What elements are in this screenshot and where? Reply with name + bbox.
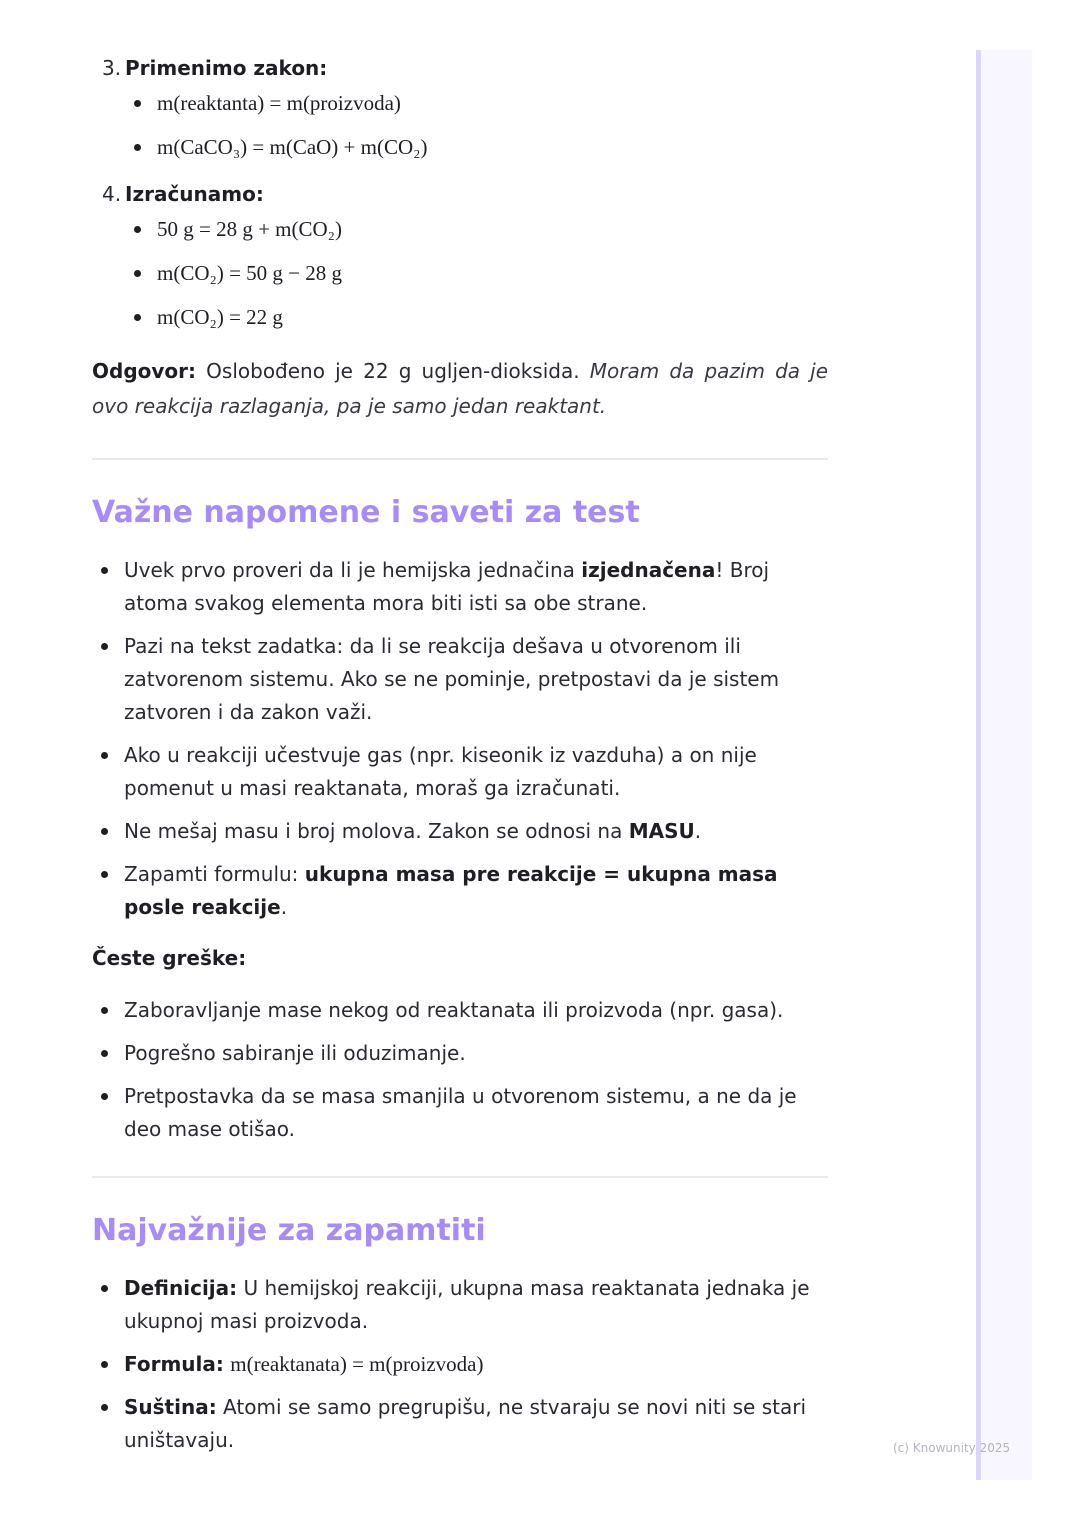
step-equations [125, 88, 828, 176]
step-number: 3. [102, 56, 122, 80]
tip-text: Uvek prvo proveri da li je hemijska jednačina [124, 558, 582, 582]
list-item [92, 858, 828, 924]
section-divider [92, 1176, 828, 1178]
summary-list [92, 1272, 828, 1457]
equation-line [125, 258, 828, 302]
tip-text: . [280, 895, 288, 919]
summary-label: Suština: [124, 1395, 217, 1419]
equation-line [125, 132, 828, 176]
list-item [92, 815, 828, 848]
list-item [92, 554, 828, 620]
right-sidebar-panel [976, 50, 1032, 1480]
answer-label: Odgovor: [92, 359, 197, 383]
summary-label: Formula: [124, 1352, 224, 1376]
step-title: Izračunamo: [125, 182, 264, 206]
tip-bold: ukupna masa pre reakcije = ukupna masa posle reakcije [124, 862, 778, 919]
equation: m(CaCO₃) = m(CaO) + m(CO₂) [157, 135, 428, 159]
equation: m(CO₂) = 22 g [157, 305, 283, 329]
step-title: Primenimo zakon: [125, 56, 328, 80]
step-3 [92, 52, 828, 176]
summary-heading: Najvažnije za zapamtiti [92, 1213, 486, 1248]
tip-text: Ne mešaj masu i broj molova. Zakon se odnosi na [124, 819, 629, 843]
section-divider [92, 458, 828, 460]
answer-note: Moram da pazim da je ovo reakcija razlaganja, pa je samo jedan reaktant. [92, 359, 829, 418]
equation-line [125, 302, 828, 346]
mistakes-heading: Česte greške: [92, 946, 247, 970]
step-number: 4. [102, 182, 122, 206]
equation: 50 g = 28 g + m(CO₂) [157, 217, 343, 241]
copyright-footer: (c) Knowunity 2025 [893, 1441, 1011, 1455]
tips-heading: Važne napomene i saveti za test [92, 495, 640, 530]
list-item [92, 1348, 828, 1381]
tip-bold: izjednačena [581, 558, 716, 582]
mistakes-list [92, 994, 828, 1146]
list-item [92, 1391, 828, 1457]
equation-line [125, 88, 828, 132]
equation: m(CO₂) = 50 g − 28 g [157, 261, 343, 285]
summary-formula: m(reaktanata) = m(proizvoda) [230, 1352, 484, 1376]
document-content [92, 52, 828, 1467]
answer-text: Oslobođeno je 22 g ugljen-dioksida. [206, 359, 580, 383]
equation: m(reaktanta) = m(proizvoda) [157, 91, 401, 115]
answer-paragraph [92, 354, 828, 424]
summary-text: Atomi se samo pregrupišu, ne stvaraju se novi niti se stari uništavaju. [124, 1395, 807, 1452]
solution-steps [92, 52, 828, 346]
list-item: Pretpostavka da se masa smanjila u otvorenom sistemu, a ne da je deo mase otišao. [92, 1080, 828, 1146]
list-item: Pogrešno sabiranje ili oduzimanje. [92, 1037, 828, 1070]
tip-text: Ako u reakciji učestvuje gas (npr. kiseonik iz vazduha) a on nije pomenut u masi reaktanata, moraš ga izračunati. [124, 743, 757, 800]
step-4 [92, 178, 828, 346]
list-item: Zaboravljanje mase nekog od reaktanata ili proizvoda (npr. gasa). [92, 994, 828, 1027]
tip-bold: MASU [628, 819, 695, 843]
list-item [92, 1272, 828, 1338]
tip-text: Pazi na tekst zadatka: da li se reakcija dešava u otvorenom ili zatvorenom sistemu. Ako se ne pominje, pretpostavi da je sistem zatvoren i da zakon važi. [124, 634, 780, 724]
tip-text: . [694, 819, 702, 843]
list-item [92, 630, 828, 729]
equation-line [125, 214, 828, 258]
summary-text: U hemijskoj reakciji, ukupna masa reaktanata jednaka je ukupnoj masi proizvoda. [124, 1276, 810, 1333]
sidebar-accent-bar [976, 50, 981, 1480]
step-equations [125, 214, 828, 346]
tip-text: ! Broj atoma svakog elementa mora biti isti sa obe strane. [124, 558, 770, 615]
tips-list [92, 554, 828, 924]
list-item [92, 739, 828, 805]
summary-label: Definicija: [124, 1276, 238, 1300]
tip-text: Zapamti formulu: [124, 862, 305, 886]
